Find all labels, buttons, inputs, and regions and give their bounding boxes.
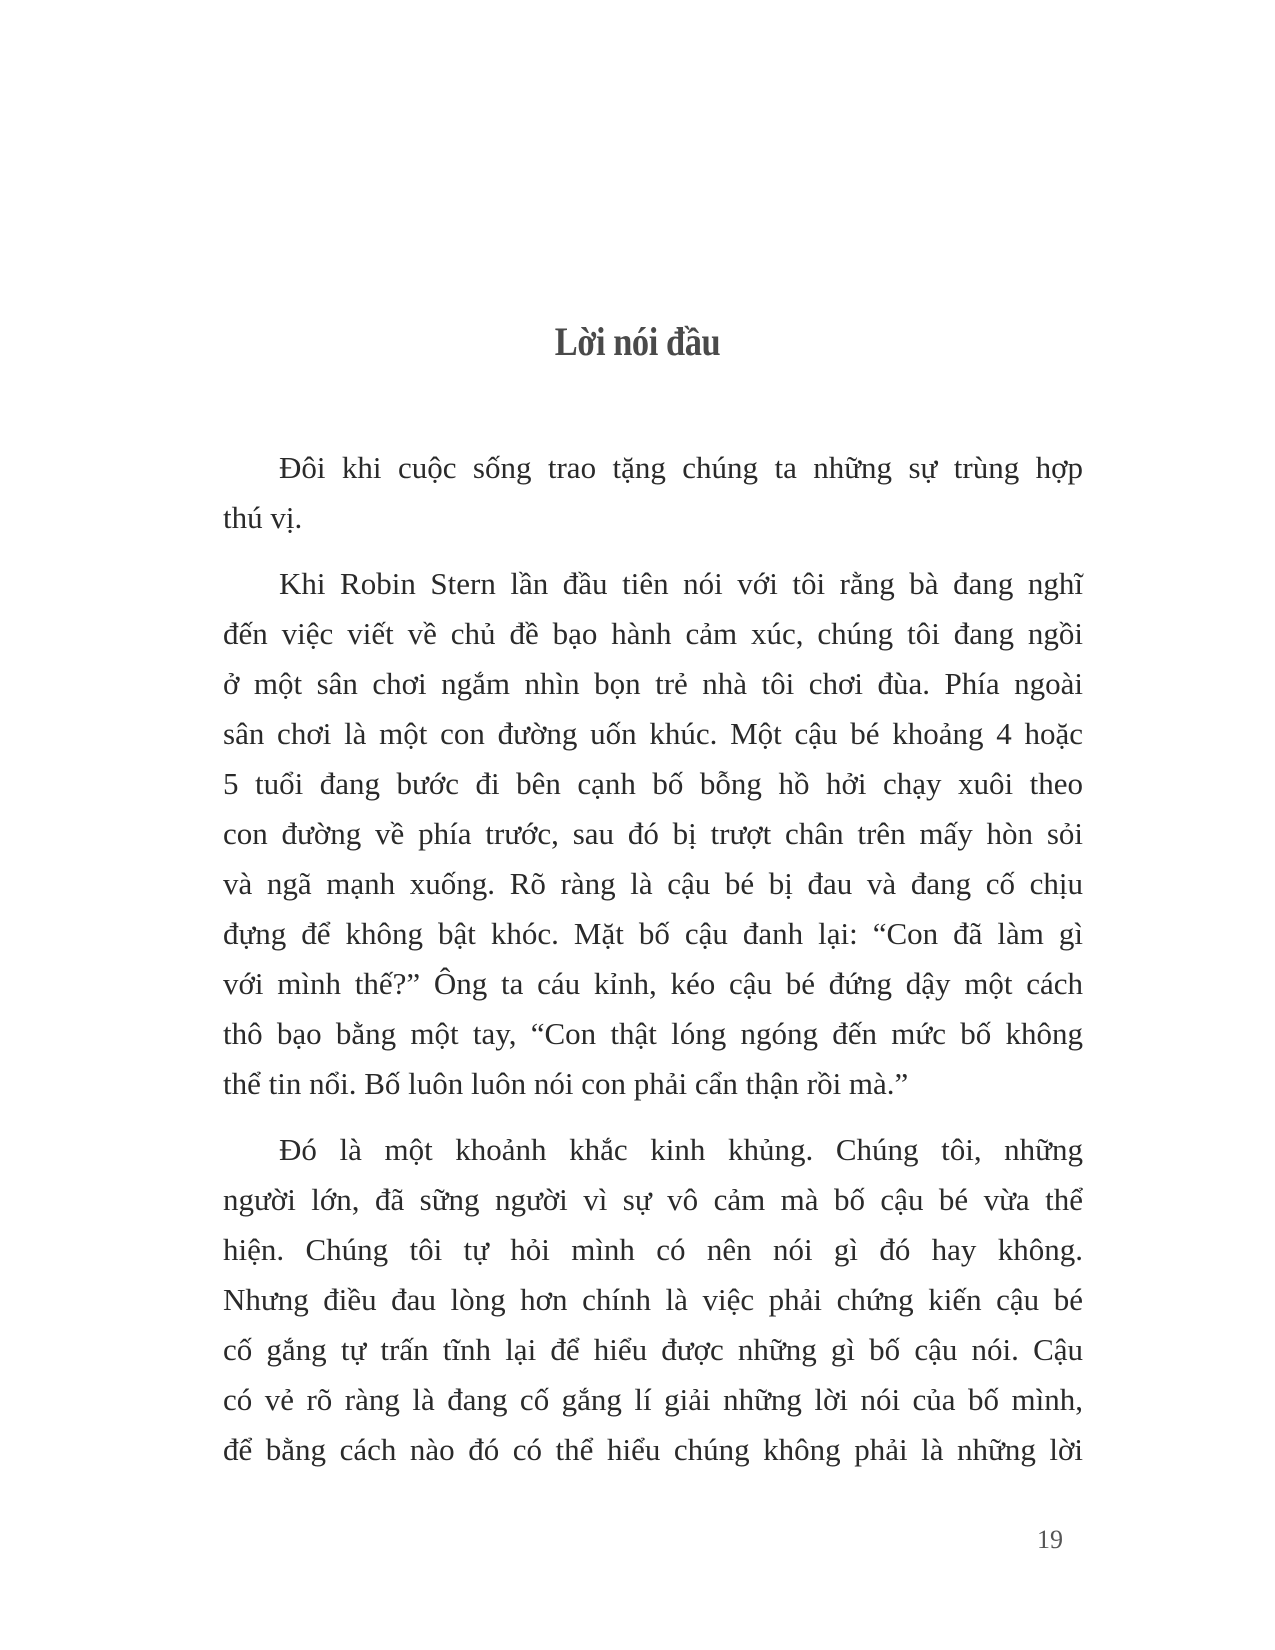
paragraph-line: và ngã mạnh xuống. Rõ ràng là cậu bé bị đau và đang cố chịu [223, 866, 1083, 901]
paragraph-line: Nhưng điều đau lòng hơn chính là việc phải chứng kiến cậu bé [223, 1282, 1083, 1317]
paragraph-line: sân chơi là một con đường uốn khúc. Một cậu bé khoảng 4 hoặc [223, 716, 1083, 751]
paragraph-3 [223, 1125, 1083, 1475]
paragraph-line: Đó là một khoảnh khắc kinh khủng. Chúng tôi, những [279, 1132, 1083, 1167]
paragraph-line: ở một sân chơi ngắm nhìn bọn trẻ nhà tôi chơi đùa. Phía ngoài [223, 666, 1083, 701]
paragraph-line: Khi Robin Stern lần đầu tiên nói với tôi rằng bà đang nghĩ [279, 566, 1083, 601]
paragraph-line: đựng để không bật khóc. Mặt bố cậu đanh lại: “Con đã làm gì [223, 916, 1083, 951]
paragraph-line: 5 tuổi đang bước đi bên cạnh bố bỗng hồ hởi chạy xuôi theo [223, 766, 1083, 801]
paragraph-line: cố gắng tự trấn tĩnh lại để hiểu được những gì bố cậu nói. Cậu [223, 1332, 1083, 1367]
paragraph-line: con đường về phía trước, sau đó bị trượt chân trên mấy hòn sỏi [223, 816, 1083, 851]
body-text [223, 443, 1083, 1491]
paragraph-1 [223, 443, 1083, 543]
paragraph-line: thể tin nổi. Bố luôn luôn nói con phải cẩn thận rồi mà.” [223, 1066, 909, 1101]
page-number: 19 [1037, 1525, 1063, 1554]
paragraph-line: thô bạo bằng một tay, “Con thật lóng ngóng đến mức bố không [223, 1016, 1083, 1051]
chapter-title: Lời nói đầu [554, 319, 721, 364]
paragraph-line: Đôi khi cuộc sống trao tặng chúng ta những sự trùng hợp [279, 450, 1083, 485]
paragraph-line: có vẻ rõ ràng là đang cố gắng lí giải những lời nói của bố mình, [223, 1382, 1083, 1417]
paragraph-line: đến việc viết về chủ đề bạo hành cảm xúc, chúng tôi đang ngồi [223, 616, 1083, 651]
paragraph-2 [223, 559, 1083, 1109]
paragraph-line: người lớn, đã sững người vì sự vô cảm mà bố cậu bé vừa thể [223, 1182, 1083, 1217]
paragraph-line: để bằng cách nào đó có thể hiểu chúng không phải là những lời [223, 1432, 1083, 1467]
paragraph-line: với mình thế?” Ông ta cáu kỉnh, kéo cậu bé đứng dậy một cách [223, 966, 1083, 1001]
paragraph-line: thú vị. [223, 500, 303, 535]
paragraph-line: hiện. Chúng tôi tự hỏi mình có nên nói gì đó hay không. [223, 1232, 1083, 1267]
